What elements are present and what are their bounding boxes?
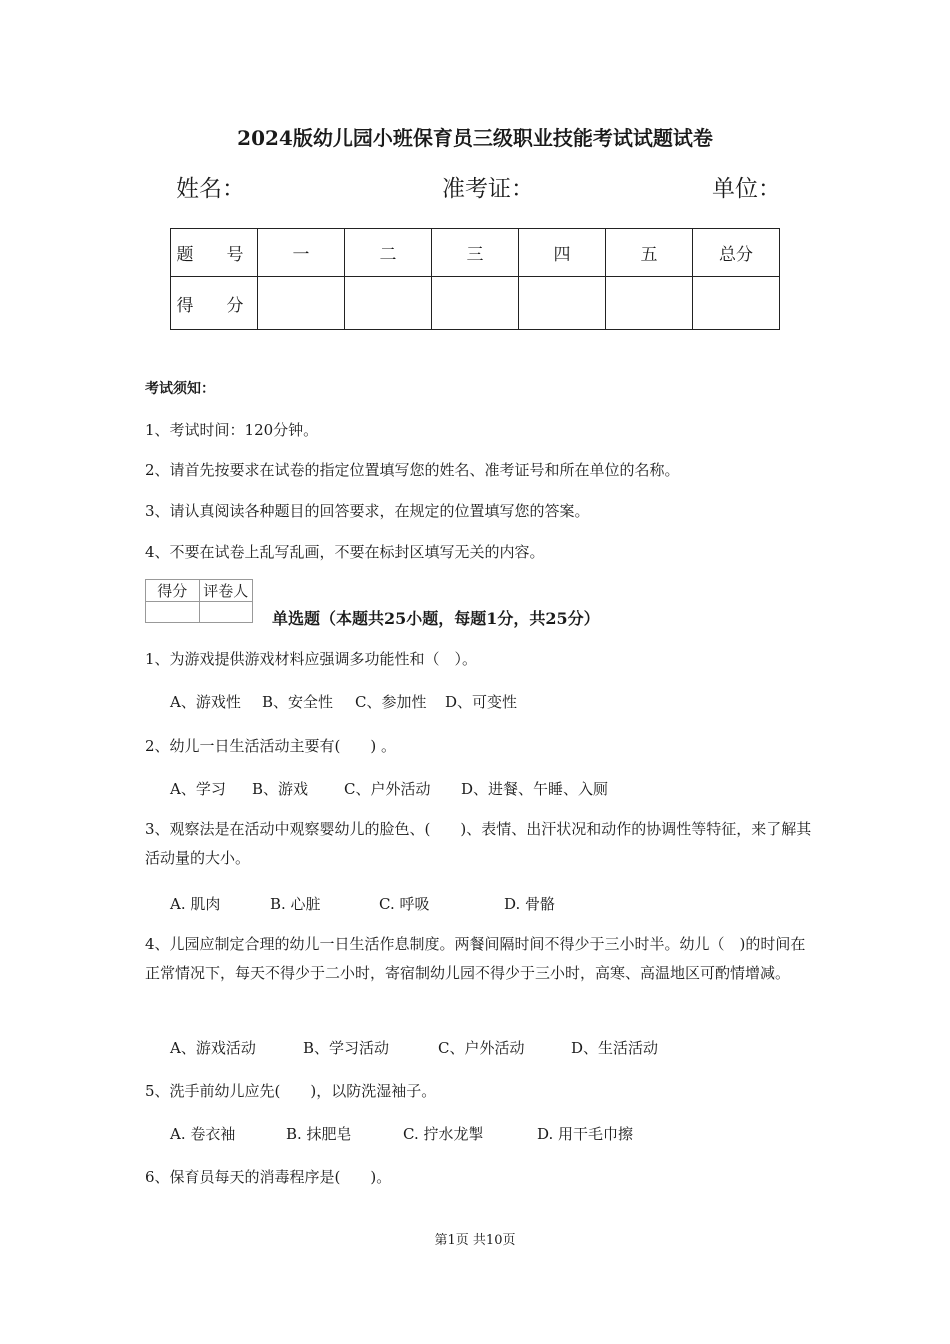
option-c: C. 拧水龙掣	[403, 1125, 484, 1143]
question-6-text: 6、保育员每天的消毒程序是( )。	[145, 1168, 392, 1186]
question-1-text: 1、为游戏提供游戏材料应强调多功能性和（ ）。	[145, 650, 478, 668]
option-d: D、进餐、午睡、入厕	[461, 780, 609, 798]
section-1-header: 一	[258, 229, 345, 277]
unit-field-label: 单位：	[712, 176, 781, 202]
page-footer: 第1页 共10页	[434, 1233, 516, 1248]
grader-score-cell	[146, 602, 200, 623]
score-table	[170, 228, 780, 330]
notice-item: 3、请认真阅读各种题目的回答要求，在规定的位置填写您的答案。	[145, 502, 590, 520]
option-b: B. 抹肥皂	[286, 1125, 352, 1143]
grader-reviewer-label: 评卷人	[199, 580, 253, 602]
question-1-options	[170, 691, 517, 712]
option-a: A、游戏活动	[170, 1039, 256, 1057]
option-c: C. 呼吸	[379, 895, 430, 913]
exam-number-field-label: 准考证：	[442, 176, 534, 202]
notice-title: 考试须知：	[145, 381, 215, 397]
option-a: A、学习	[170, 780, 226, 798]
question-2-text: 2、幼儿一日生活活动主要有( ) 。	[145, 737, 397, 755]
total-header: 总分	[693, 229, 780, 277]
total-score-cell	[693, 277, 780, 330]
option-c: C、户外活动	[344, 780, 431, 798]
option-d: D. 骨骼	[504, 895, 556, 913]
question-3-options	[170, 893, 555, 914]
question-4-text: 4、儿园应制定合理的幼儿一日生活作息制度。两餐间隔时间不得少于三小时半。幼儿（ )的时间在正常情况下，每天不得少于二小时，寄宿制幼儿园不得少于三小时，高寒、高温地区可酌情增减。	[145, 935, 806, 982]
question-2-options	[170, 778, 608, 799]
option-c: C、参加性	[355, 693, 427, 711]
grader-box	[145, 579, 253, 623]
score-label: 得 分	[171, 277, 258, 330]
option-a: A、游戏性	[170, 693, 241, 711]
section-2-score-cell	[345, 277, 432, 330]
question-number-label: 题 号	[171, 229, 258, 277]
notice-item: 1、考试时间：120分钟。	[145, 421, 319, 439]
option-d: D、生活活动	[571, 1039, 659, 1057]
option-a: A. 卷衣袖	[170, 1125, 236, 1143]
score-table-score-row	[171, 277, 780, 330]
option-c: C、户外活动	[438, 1039, 525, 1057]
option-d: D. 用干毛巾擦	[537, 1125, 634, 1143]
section-2-header: 二	[345, 229, 432, 277]
question-5-text: 5、洗手前幼儿应先( )，以防洗湿袖子。	[145, 1082, 437, 1100]
page-title: 2024版幼儿园小班保育员三级职业技能考试试题试卷	[237, 126, 713, 150]
question-4-options	[170, 1037, 658, 1058]
option-b: B. 心脏	[270, 895, 321, 913]
option-b: B、安全性	[262, 693, 334, 711]
name-field-label: 姓名：	[176, 176, 245, 202]
question-5-options	[170, 1123, 633, 1144]
section-4-header: 四	[519, 229, 606, 277]
section-5-score-cell	[606, 277, 693, 330]
section-3-header: 三	[432, 229, 519, 277]
option-a: A. 肌肉	[170, 895, 221, 913]
notice-item: 2、请首先按要求在试卷的指定位置填写您的姓名、准考证号和所在单位的名称。	[145, 461, 680, 479]
section-4-score-cell	[519, 277, 606, 330]
question-3-text: 3、观察法是在活动中观察婴幼儿的脸色、( )、表情、出汗状况和动作的协调性等特征，来了解其活动量的大小。	[145, 820, 812, 867]
grader-score-label: 得分	[146, 580, 200, 602]
notice-item: 4、不要在试卷上乱写乱画，不要在标封区填写无关的内容。	[145, 543, 545, 561]
section-5-header: 五	[606, 229, 693, 277]
grader-reviewer-cell	[199, 602, 253, 623]
score-table-header-row	[171, 229, 780, 277]
option-b: B、学习活动	[303, 1039, 390, 1057]
section-3-score-cell	[432, 277, 519, 330]
section-1-score-cell	[258, 277, 345, 330]
option-b: B、游戏	[252, 780, 309, 798]
section-title: 单选题（本题共25小题，每题1分，共25分）	[272, 609, 600, 628]
option-d: D、可变性	[445, 693, 518, 711]
